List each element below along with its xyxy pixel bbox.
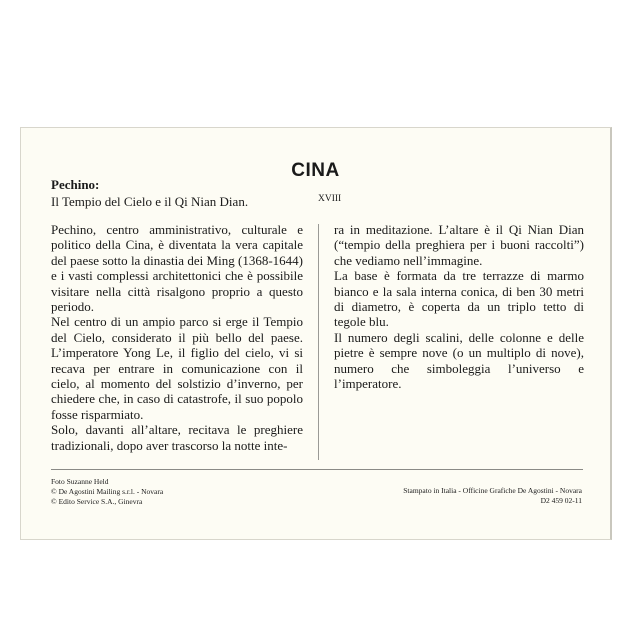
card-title: CINA	[291, 160, 340, 181]
product-code: D2 459 02-11	[540, 496, 582, 505]
footer-divider	[51, 469, 583, 470]
paragraph: ra in meditazione. L’altare è il Qi Nian Dian (“tempio della preghiera per i buoni raccolti”) che vediamo nell’immagine.	[334, 222, 584, 268]
text-column-left	[51, 222, 303, 453]
card-number: XVIII	[318, 194, 342, 204]
paragraph: Pechino, centro amministrativo, culturale e politico della Cina, è diventata la vera capitale del paese sotto la dinastia dei Ming (1368-1644) e i vasti complessi architettonici che è possibile visitare nella città risalgono proprio a questo periodo.	[51, 222, 303, 315]
credit-line: © De Agostini Mailing s.r.l. - Novara	[51, 487, 164, 496]
postcard-back	[20, 127, 612, 540]
photo-credits	[51, 477, 163, 507]
paragraph: Nel centro di un ampio parco si erge il Tempio del Cielo, considerato il più bello del paese. L’imperatore Yong Le, il figlio del cielo, vi si recava per entrare in comunicazione con il cielo, al momento del solstizio d’inverno, per chiedere che, in caso di catastrofe, il suo popolo fosse risparmiato.	[51, 314, 303, 422]
paragraph: Il numero degli scalini, delle colonne e delle pietre è sempre nove (o un multiplo di nove), numero che simboleggia l’universo e l’imperatore.	[334, 329, 584, 392]
credit-line: © Edito Service S.A., Ginevra	[51, 497, 143, 506]
text-column-right	[334, 222, 584, 391]
city-heading: Pechino:	[51, 177, 100, 192]
credit-line: Foto Suzanne Held	[51, 477, 109, 486]
card-subtitle: Il Tempio del Cielo e il Qi Nian Dian.	[51, 194, 249, 209]
printer-line: Stampato in Italia - Officine Grafiche De Agostini - Novara	[403, 486, 582, 495]
paragraph: La base è formata da tre terrazze di marmo bianco e la sala interna conica, di ben 30 metri di diametro, è coperta da un triplo tetto di tegole blu.	[334, 268, 584, 330]
paragraph: Solo, davanti all’altare, recitava le preghiere tradizionali, dopo aver trascorso la notte inte-	[51, 422, 303, 453]
column-divider	[318, 224, 319, 460]
print-info	[403, 486, 582, 506]
